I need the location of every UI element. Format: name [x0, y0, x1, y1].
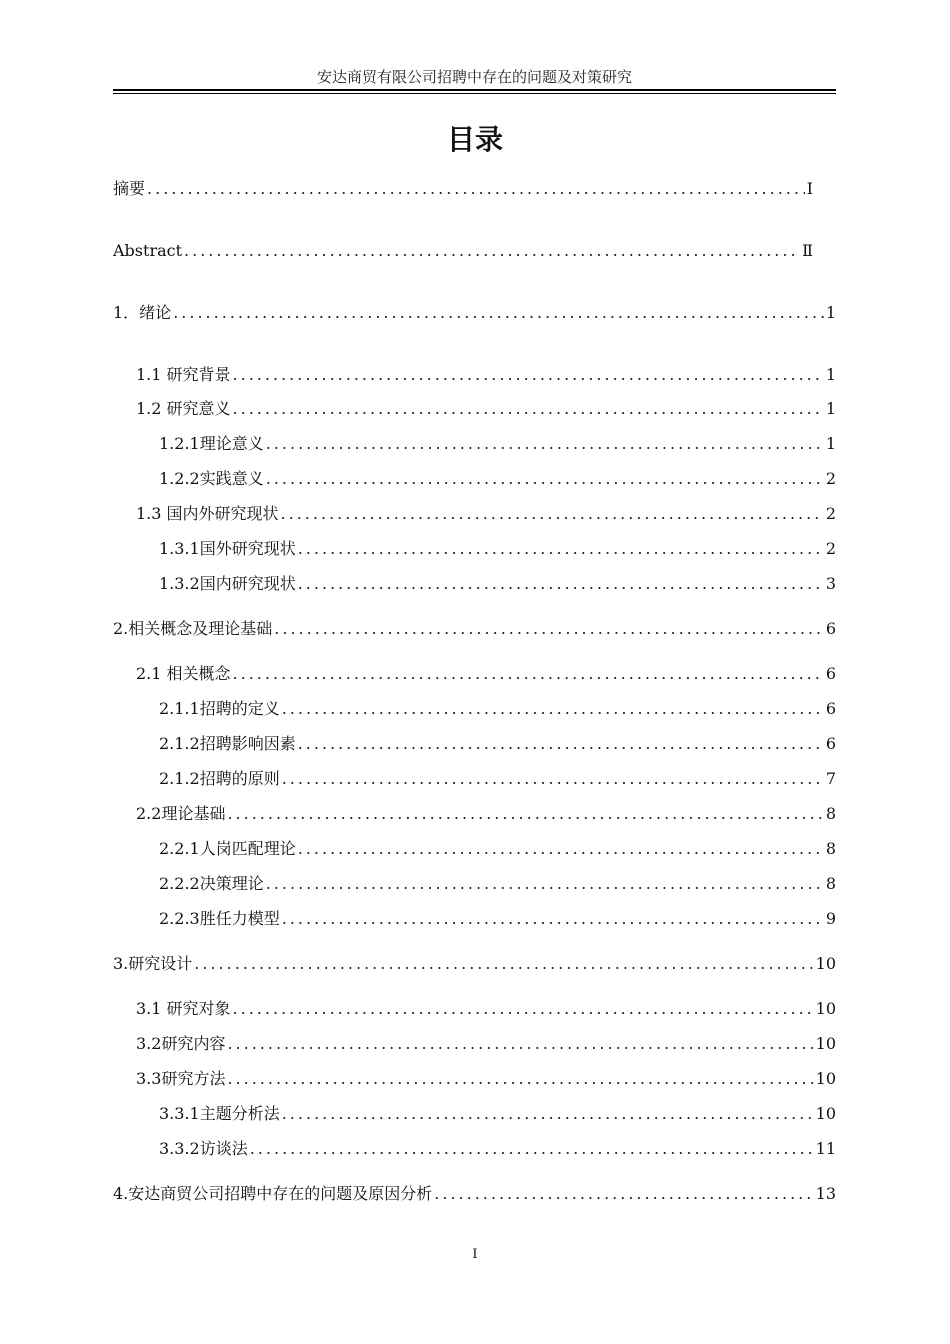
toc-entry-page: 10 [815, 1069, 836, 1088]
page-number: I [472, 1247, 478, 1262]
toc-entry-page: 6 [825, 734, 836, 753]
toc-entry-page: 7 [825, 769, 836, 788]
toc-entry-text: 1．绪论 [113, 303, 172, 322]
leader-dots [227, 1033, 813, 1055]
leader-dots [298, 573, 824, 595]
toc-entry-abstract-cn[interactable] [113, 178, 813, 200]
toc-entry-3-3-1[interactable] [159, 1103, 836, 1125]
leader-dots [266, 873, 824, 895]
leader-dots [184, 240, 800, 262]
toc-entry-text: 1.3 国内外研究现状 [136, 504, 279, 523]
toc-entry-text: 1.3.1国外研究现状 [159, 539, 296, 558]
leader-dots [173, 302, 824, 324]
toc-entry-abstract-en[interactable] [113, 240, 813, 262]
leader-dots [282, 698, 824, 720]
toc-entry-text: 2.2.3胜任力模型 [159, 909, 280, 928]
leader-dots [250, 1138, 814, 1160]
toc-entry-2-1-1[interactable] [159, 698, 836, 720]
leader-dots [227, 1068, 813, 1090]
leader-dots [147, 178, 805, 200]
toc-entry-page: 13 [815, 1184, 836, 1203]
toc-entry-page: 6 [825, 619, 836, 638]
toc-entry-page: 8 [825, 804, 836, 823]
toc-entry-3-3-2[interactable] [159, 1138, 836, 1160]
toc-entry-page: Ⅰ [806, 179, 813, 198]
toc-entry-page: 1 [825, 399, 836, 418]
toc-entry-text: 3.3研究方法 [136, 1069, 226, 1088]
toc-entry-text: Abstract [113, 241, 183, 260]
toc-entry-1-2[interactable] [136, 398, 836, 420]
toc-entry-text: 2.1 相关概念 [136, 664, 231, 683]
toc-entry-page: 1 [825, 434, 836, 453]
toc-entry-text: 1.2.1理论意义 [159, 434, 264, 453]
toc-entry-3-1[interactable] [136, 998, 836, 1020]
leader-dots [434, 1183, 813, 1205]
leader-dots [233, 398, 824, 420]
toc-entry-page: 3 [825, 574, 836, 593]
toc-entry-4[interactable] [113, 1183, 836, 1205]
leader-dots [298, 538, 824, 560]
toc-entry-text: 2.2.1人岗匹配理论 [159, 839, 296, 858]
toc-entry-page: 8 [825, 839, 836, 858]
toc-entry-2-2-1[interactable] [159, 838, 836, 860]
leader-dots [274, 618, 824, 640]
leader-dots [227, 803, 823, 825]
leader-dots [282, 908, 824, 930]
toc-entry-text: 1.1 研究背景 [136, 365, 231, 384]
toc-entry-1-3[interactable] [136, 503, 836, 525]
toc-entry-page: 11 [815, 1139, 836, 1158]
toc-entry-page: 9 [825, 909, 836, 928]
toc-entry-page: 10 [815, 999, 836, 1018]
leader-dots [233, 663, 824, 685]
toc-entry-page: 10 [815, 1104, 836, 1123]
toc-entry-text: 3.2研究内容 [136, 1034, 226, 1053]
toc-entry-page: 6 [825, 664, 836, 683]
toc-entry-text: 1.2 研究意义 [136, 399, 231, 418]
toc-entry-page: 2 [825, 469, 836, 488]
leader-dots [282, 768, 824, 790]
leader-dots [194, 953, 813, 975]
toc-entry-2[interactable] [113, 618, 836, 640]
toc-entry-text: 3.研究设计 [113, 954, 193, 973]
toc-entry-page: 2 [825, 539, 836, 558]
toc-entry-3[interactable] [113, 953, 836, 975]
toc-entry-text: 2.1.2招聘影响因素 [159, 734, 296, 753]
toc-entry-3-3[interactable] [136, 1068, 836, 1090]
toc-entry-text: 1.3.2国内研究现状 [159, 574, 296, 593]
toc-entry-2-2-2[interactable] [159, 873, 836, 895]
toc-entry-text: 3.3.1主题分析法 [159, 1104, 280, 1123]
leader-dots [233, 364, 824, 386]
toc-entry-page: Ⅱ [802, 241, 813, 260]
toc-entry-page: 2 [825, 504, 836, 523]
toc-entry-text: 2.2.2决策理论 [159, 874, 264, 893]
leader-dots [282, 1103, 814, 1125]
leader-dots [266, 433, 824, 455]
leader-dots [266, 468, 824, 490]
toc-entry-text: 2.1.1招聘的定义 [159, 699, 280, 718]
toc-entry-page: 1 [825, 365, 836, 384]
toc-entry-2-1-3[interactable] [159, 768, 836, 790]
toc-entry-text: 2.相关概念及理论基础 [113, 619, 273, 638]
toc-entry-page: 1 [825, 303, 836, 322]
toc-entry-text: 4.安达商贸公司招聘中存在的问题及原因分析 [113, 1184, 433, 1203]
running-header: 安达商贸有限公司招聘中存在的问题及对策研究 [316, 68, 632, 86]
toc-entry-text: 1.2.2实践意义 [159, 469, 264, 488]
leader-dots [298, 733, 824, 755]
toc-entry-3-2[interactable] [136, 1033, 836, 1055]
toc-entry-page: 10 [815, 954, 836, 973]
leader-dots [233, 998, 814, 1020]
leader-dots [298, 838, 824, 860]
toc-entry-1-3-2[interactable] [159, 573, 836, 595]
toc-entry-2-1-2[interactable] [159, 733, 836, 755]
toc-entry-page: 10 [815, 1034, 836, 1053]
toc-entry-text: 3.1 研究对象 [136, 999, 231, 1018]
toc-entry-text: 2.2理论基础 [136, 804, 226, 823]
toc-entry-2-2[interactable] [136, 803, 836, 825]
toc-entry-text: 摘要 [113, 179, 146, 198]
toc-entry-1-1[interactable] [136, 364, 836, 386]
toc-entry-page: 8 [825, 874, 836, 893]
toc-entry-1[interactable] [113, 302, 836, 324]
toc-entry-2-2-3[interactable] [159, 908, 836, 930]
toc-entry-2-1[interactable] [136, 663, 836, 685]
toc-entry-text: 3.3.2访谈法 [159, 1139, 248, 1158]
toc-title: 目录 [446, 123, 503, 156]
toc-entry-1-3-1[interactable] [159, 538, 836, 560]
toc-entry-text: 2.1.2招聘的原则 [159, 769, 280, 788]
leader-dots [281, 503, 824, 525]
toc-entry-1-2-1[interactable] [159, 433, 836, 455]
toc-entry-page: 6 [825, 699, 836, 718]
toc-entry-1-2-2[interactable] [159, 468, 836, 490]
